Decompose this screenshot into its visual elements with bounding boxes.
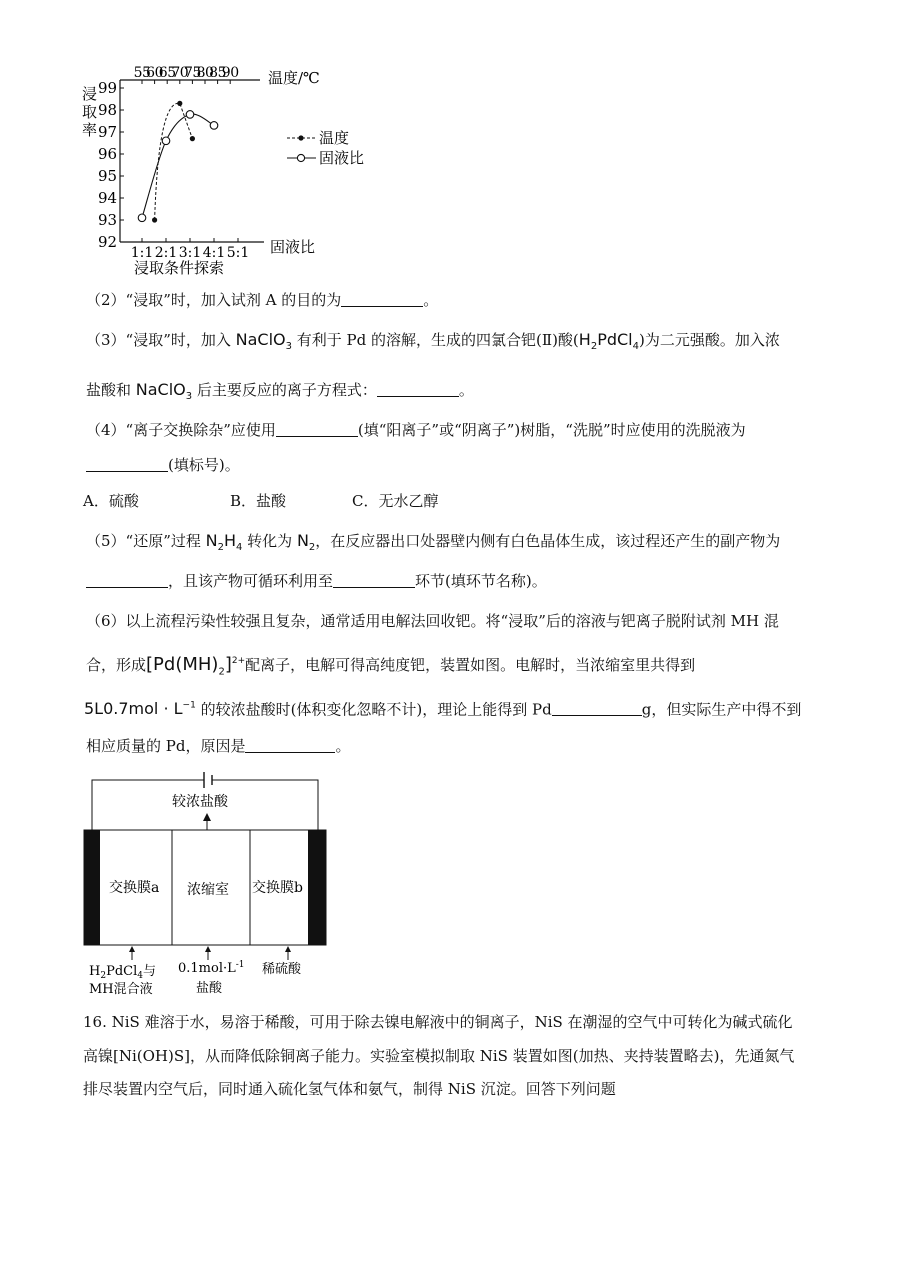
q3-end: 。 [458, 381, 474, 399]
question-4-line-2 [86, 455, 240, 475]
q6-end: 。 [335, 737, 351, 755]
y-tick-label: 93 [98, 211, 118, 229]
question-5-line-1 [86, 531, 780, 558]
data-point-temperature [152, 217, 157, 222]
q6-text-e: g，但实际生产中得不到 [641, 700, 802, 719]
q4-text-a: （4）“离子交换除杂”应使用 [86, 421, 276, 439]
data-point-ratio [162, 137, 170, 145]
chamber-label-a: 交换膜a [109, 880, 160, 896]
inlet-right-label: 稀硫酸 [262, 962, 302, 977]
pd-complex-formula: $[Pd(MH)_2]^{2+}$ [146, 654, 246, 678]
q3-answer-blank[interactable] [377, 381, 459, 397]
question-6-line-4 [86, 736, 350, 756]
q6-text-f: 相应质量的 Pd，原因是 [86, 737, 246, 755]
q5-text-mid: 转化为 [242, 532, 297, 550]
q6-text-b: 合，形成 [86, 656, 147, 674]
y-tick-label: 96 [98, 145, 118, 163]
chart-title: 浸取条件探索 [134, 259, 225, 277]
q5-text-d: 环节(填环节名称)。 [415, 572, 547, 590]
y-tick-label: 95 [98, 167, 118, 185]
inlet-left-line2: MH混合液 [89, 982, 153, 997]
q3-text-e: 后主要反应的离子方程式： [192, 381, 377, 399]
q5-answer-blank-1[interactable] [86, 572, 168, 588]
q2-end: 。 [423, 291, 439, 309]
q6-answer-blank-2[interactable] [245, 737, 335, 753]
q16-text-a: 16. NiS 难溶于水，易溶于稀酸，可用于除去镍电解液中的铜离子，NiS 在潮湿的空气中可转化为碱式硫化 [83, 1013, 793, 1031]
h2pdcl4-formula: $H_2PdCl_4$ [578, 330, 639, 353]
x-top-tick-label: 75 [183, 66, 201, 81]
series-line-ratio [142, 114, 214, 218]
question-6-line-1 [86, 611, 779, 631]
x-top-axis-label: 温度/℃ [268, 69, 320, 87]
question-16-line-2 [83, 1046, 794, 1066]
x-top-tick-label: 90 [221, 66, 239, 81]
q4-answer-blank-1[interactable] [276, 421, 358, 437]
q3-text-b: 有利于 Pd 的溶解，生成的四氯合钯(Ⅱ)酸( [292, 331, 579, 349]
series-line-temperature [155, 103, 193, 220]
q16-text-b: 高镍[Ni(OH)S]，从而降低除铜离子能力。实验室模拟制取 NiS 装置如图(加热、夹持装置略去)，先通氮气 [83, 1047, 795, 1065]
question-5-line-2 [86, 571, 547, 591]
q2-answer-blank[interactable] [341, 291, 423, 307]
q4-answer-blank-2[interactable] [86, 456, 168, 472]
question-2 [86, 290, 438, 310]
right-electrode [308, 830, 326, 945]
x-bottom-tick-label: 5:1 [226, 245, 250, 261]
legend-marker-temp [298, 135, 303, 140]
inlet-arrow-middle-head [205, 946, 211, 952]
x-bottom-tick-label: 4:1 [202, 245, 226, 261]
inlet-middle-line2: 盐酸 [196, 981, 223, 996]
q3-text-d: 盐酸和 [86, 381, 136, 399]
inlet-arrow-left-head [129, 946, 135, 952]
q6-answer-blank-1[interactable] [552, 700, 642, 716]
chart-legend [287, 129, 364, 167]
svg-text:取: 取 [82, 103, 98, 121]
y-tick-label: 92 [98, 233, 118, 251]
x-top-tick-group [134, 66, 239, 84]
x-top-tick-label: 65 [158, 66, 176, 81]
svg-text:率: 率 [82, 121, 98, 139]
option-c[interactable]: C．无水乙醇 [352, 492, 439, 510]
question-16-line-3 [83, 1079, 616, 1099]
x-top-tick-label: 60 [146, 66, 164, 81]
data-point-ratio [186, 111, 194, 119]
question-4-options [83, 491, 438, 511]
option-a[interactable]: A．硫酸 [83, 492, 139, 510]
svg-text:浸: 浸 [82, 85, 98, 103]
chamber-label-b: 交换膜b [252, 880, 303, 896]
outlet-arrow-head [203, 813, 211, 821]
y-axis-label [82, 85, 97, 139]
y-tick-label: 97 [98, 123, 118, 141]
legend-marker-ratio [297, 154, 304, 161]
x-top-tick-label: 55 [133, 66, 151, 81]
question-6-line-3 [84, 696, 801, 719]
q16-text-c: 排尽装置内空气后，同时通入硫化氢气体和氨气，制得 NiS 沉淀。回答下列问题 [83, 1080, 616, 1098]
x-bottom-axis-label: 固液比 [270, 238, 316, 256]
data-point-temperature [190, 136, 195, 141]
question-6-line-2 [86, 651, 695, 683]
q5-text-c: ，且该产物可循环利用至 [168, 572, 334, 590]
inlet-middle-line1: $0.1mol\cdot L^{-1}$ [178, 960, 245, 976]
data-point-temperature [177, 101, 182, 106]
data-point-ratio [138, 214, 146, 222]
q3-text-a: （3）“浸取”时，加入 [86, 331, 236, 349]
q5-answer-blank-2[interactable] [333, 572, 415, 588]
q2-text: （2）“浸取”时，加入试剂 A 的目的为 [86, 291, 342, 309]
x-bottom-tick-label: 2:1 [154, 245, 178, 261]
leaching-chart [76, 66, 376, 288]
q5-text-b: ，在反应器出口处器壁内侧有白色晶体生成，该过程还产生的副产物为 [315, 532, 781, 550]
n2-formula: $N_2$ [296, 531, 316, 554]
q4-text-c: (填标号)。 [168, 456, 240, 474]
q6-text-d: 的较浓盐酸时(体积变化忽略不计)，理论上能得到 Pd [195, 700, 552, 719]
y-tick-label: 99 [98, 79, 118, 97]
x-top-tick-label: 70 [171, 66, 189, 81]
outlet-label: 较浓盐酸 [172, 794, 228, 810]
x-top-tick-label: 85 [209, 66, 227, 81]
legend-label-temp: 温度 [319, 129, 350, 147]
left-electrode [84, 830, 100, 945]
naclo3-formula: NaClO$_3$ [235, 330, 293, 353]
q6-text-a: （6）以上流程污染性较强且复杂，通常适用电解法回收钯。将“浸取”后的溶液与钯离子脱附试剂 MH 混 [86, 612, 779, 630]
x-top-tick-label: 80 [196, 66, 214, 81]
x-bottom-tick-label: 3:1 [178, 245, 202, 261]
n2h4-formula: $N_2H_4$ [205, 531, 243, 554]
chamber-label-concentrate: 浓缩室 [187, 882, 229, 898]
option-b[interactable]: B．盐酸 [230, 492, 287, 510]
y-tick-label: 98 [98, 101, 118, 119]
question-3-line-1 [86, 330, 780, 357]
q4-text-b: (填“阳离子”或“阴离子”)树脂，“洗脱”时应使用的洗脱液为 [357, 421, 746, 439]
legend-label-ratio: 固液比 [319, 149, 365, 167]
electrolysis-diagram [80, 768, 340, 998]
naclo3-formula-2: NaClO$_3$ [135, 380, 193, 403]
q6-text-c: 配离子，电解可得高纯度钯，装置如图。电解时，当浓缩室里共得到 [245, 656, 696, 674]
question-16-line-1 [83, 1012, 793, 1032]
x-bottom-tick-label: 1:1 [130, 245, 154, 261]
inlet-arrow-right-head [285, 946, 291, 952]
series-group [138, 101, 218, 223]
concentration-formula: $5L0.7mol \cdot L^{-1}$ [84, 699, 196, 719]
question-4-line-1 [86, 420, 746, 440]
question-3-line-2 [86, 380, 474, 407]
y-tick-label: 94 [98, 189, 118, 207]
inlet-left-line1: $H_2PdCl_4$与 [89, 964, 157, 981]
q5-text-a: （5）“还原”过程 [86, 532, 206, 550]
q3-text-c: )为二元强酸。加入浓 [638, 331, 780, 349]
data-point-ratio [210, 122, 218, 130]
